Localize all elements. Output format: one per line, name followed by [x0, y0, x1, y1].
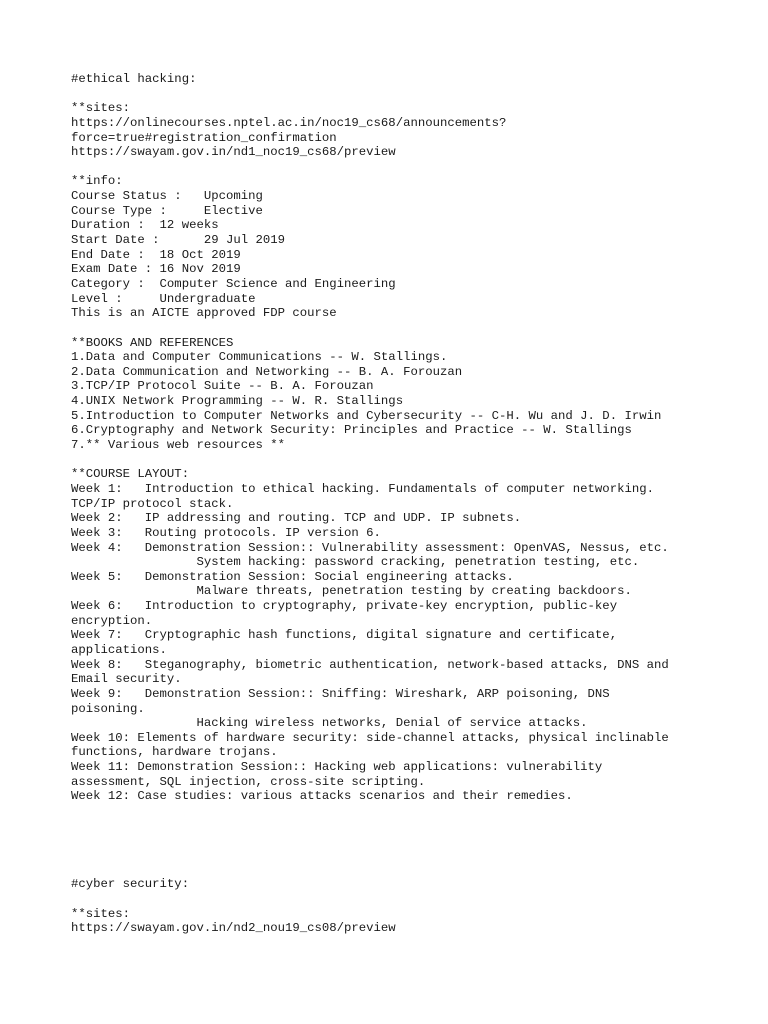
book-item: 6.Cryptography and Network Security: Principles and Practice -- W. Stallings [71, 423, 632, 438]
url-nptel-line-1: https://onlinecourses.nptel.ac.in/noc19_cs68/announcements? [71, 115, 507, 130]
info-duration: Duration : 12 weeks [71, 218, 219, 233]
book-item: 2.Data Communication and Networking -- B. A. Forouzan [71, 364, 463, 379]
blank-line [71, 819, 751, 834]
info-exam-date: Exam Date : 16 Nov 2019 [71, 262, 241, 277]
week-line: Week 10: Elements of hardware security: side-channel attacks, physical inclinable [71, 730, 669, 745]
blank-line [71, 833, 751, 848]
heading-ethical-hacking: #ethical hacking: [71, 72, 197, 86]
week-line: Week 3: Routing protocols. IP version 6. [71, 525, 381, 540]
week-line: assessment, SQL injection, cross-site scripting. [71, 774, 426, 789]
blank-line [71, 160, 751, 175]
sites-label: **sites: [71, 101, 131, 116]
book-item: 1.Data and Computer Communications -- W. Stallings. [71, 350, 448, 365]
document-body [71, 72, 751, 936]
book-item: 7.** Various web resources ** [71, 438, 286, 453]
week-line: poisoning. [71, 701, 145, 716]
url-swayam-cs08: https://swayam.gov.in/nd2_nou19_cs08/preview [71, 921, 396, 936]
blank-line [71, 848, 751, 863]
week-line: Week 1: Introduction to ethical hacking. Fundamentals of computer networking. [71, 481, 654, 496]
info-level: Level : Undergraduate [71, 291, 256, 306]
week-line: System hacking: password cracking, penetration testing, etc. [71, 555, 640, 570]
blank-line [71, 804, 751, 819]
info-start-date: Start Date : 29 Jul 2019 [71, 233, 286, 248]
info-fdp-note: This is an AICTE approved FDP course [71, 306, 337, 321]
book-item: 3.TCP/IP Protocol Suite -- B. A. Forouzan [71, 379, 374, 394]
url-nptel-line-2: force=true#registration_confirmation [71, 130, 337, 145]
week-line: Week 9: Demonstration Session:: Sniffing: Wireshark, ARP poisoning, DNS [71, 686, 610, 701]
info-label: **info: [71, 174, 123, 189]
week-line: Week 4: Demonstration Session:: Vulnerability assessment: OpenVAS, Nessus, etc. [71, 540, 669, 555]
week-line: Week 12: Case studies: various attacks scenarios and their remedies. [71, 789, 573, 804]
books-heading: **BOOKS AND REFERENCES [71, 335, 234, 350]
blank-line [71, 87, 751, 102]
heading-cyber-security: #cyber security: [71, 877, 190, 892]
info-course-status: Course Status : Upcoming [71, 189, 263, 204]
blank-line [71, 321, 751, 336]
course-layout-heading: **COURSE LAYOUT: [71, 467, 190, 482]
week-line: encryption. [71, 613, 153, 628]
week-line: functions, hardware trojans. [71, 745, 278, 760]
info-category: Category : Computer Science and Engineering [71, 276, 396, 291]
book-item: 5.Introduction to Computer Networks and Cybersecurity -- C-H. Wu and J. D. Irwin [71, 408, 662, 423]
week-line: Hacking wireless networks, Denial of service attacks. [71, 716, 588, 731]
week-line: Email security. [71, 672, 182, 687]
sites-label: **sites: [71, 906, 131, 921]
week-line: Week 6: Introduction to cryptography, private-key encryption, public-key [71, 599, 618, 614]
week-line: Malware threats, penetration testing by creating backdoors. [71, 584, 632, 599]
blank-line [71, 453, 751, 468]
week-line: Week 11: Demonstration Session:: Hacking web applications: vulnerability [71, 760, 603, 775]
week-line: Week 5: Demonstration Session: Social engineering attacks. [71, 569, 514, 584]
blank-line [71, 863, 751, 878]
info-end-date: End Date : 18 Oct 2019 [71, 247, 241, 262]
week-line: TCP/IP protocol stack. [71, 496, 234, 511]
week-line: Week 8: Steganography, biometric authentication, network-based attacks, DNS and [71, 657, 669, 672]
info-course-type: Course Type : Elective [71, 203, 263, 218]
blank-line [71, 892, 751, 907]
book-item: 4.UNIX Network Programming -- W. R. Stallings [71, 394, 404, 409]
week-line: Week 7: Cryptographic hash functions, digital signature and certificate, [71, 628, 618, 643]
week-line: Week 2: IP addressing and routing. TCP and UDP. IP subnets. [71, 511, 522, 526]
week-line: applications. [71, 642, 167, 657]
url-swayam-cs68: https://swayam.gov.in/nd1_noc19_cs68/preview [71, 145, 396, 160]
